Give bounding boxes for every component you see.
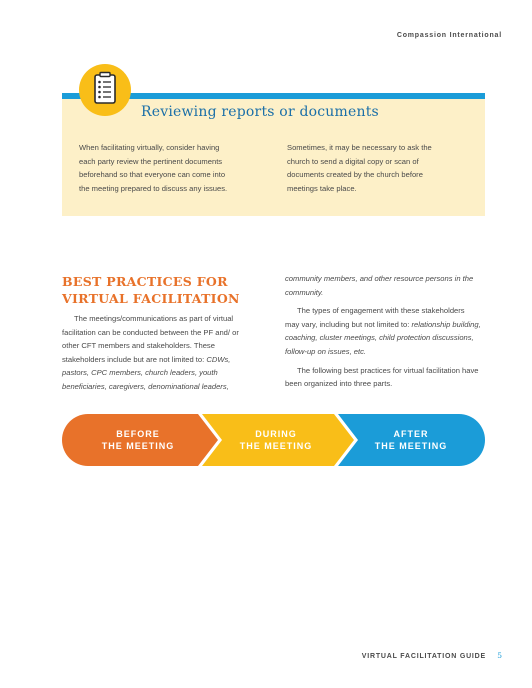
callout-right-line: Sometimes, it may be necessary to ask the: [287, 143, 432, 152]
callout-left-line: beforehand so that everyone can come into: [79, 170, 226, 179]
heading-line: VIRTUAL FACILITATION: [62, 291, 240, 306]
body-column-left: [62, 312, 258, 399]
paragraph: [285, 304, 481, 358]
callout-title: Reviewing reports or documents: [141, 104, 379, 120]
phase-line: THE MEETING: [239, 441, 313, 451]
phase-line: BEFORE: [116, 429, 160, 439]
callout-right-line: church to send a digital copy or scan of: [287, 156, 419, 166]
paragraph-italic: relationship building, coaching, cluster meetings, child protection discussions, follow-up on issues, etc.: [285, 319, 481, 356]
callout-right-text: [287, 141, 462, 195]
paragraph-italic: community members, and other resource persons in the community.: [285, 274, 474, 297]
callout-left-text: [79, 141, 254, 195]
paragraph: The following best practices for virtual facilitation have been organized into three parts.: [285, 365, 479, 389]
phase-line: AFTER: [393, 429, 429, 439]
paragraph: [62, 312, 258, 394]
callout-left-line: When facilitating virtually, consider having: [79, 143, 220, 152]
paragraph-text: The meetings/communications as part of virtual facilitation can be conducted between the PF and/ or other CFT members and stakeholders. These stakeholders include but are not limited to:: [62, 314, 239, 364]
paragraph: [285, 272, 481, 299]
paragraph-text: The types of engagement with these stakeholders may vary, including but not limited to:: [285, 306, 465, 329]
heading-line: BEST PRACTICES FOR: [62, 274, 228, 289]
callout-left-line: the meeting prepared to discuss any issues.: [79, 183, 228, 193]
footer-guide-title: VIRTUAL FACILITATION GUIDE: [361, 653, 486, 660]
phase-label-during: [206, 428, 346, 452]
callout-left-line: each party review the pertinent documents: [79, 156, 223, 166]
callout-right-line: documents created by the church before: [287, 170, 423, 179]
checklist-icon: [79, 64, 131, 116]
best-practices-heading: [62, 273, 240, 307]
header-organization: Compassion International: [396, 32, 502, 39]
body-column-right: [285, 272, 481, 396]
page-number: 5: [497, 651, 502, 660]
phase-line: THE MEETING: [374, 441, 448, 451]
phase-label-after: [341, 428, 481, 452]
phase-line: THE MEETING: [101, 441, 175, 451]
phase-label-before: [68, 428, 208, 452]
paragraph-italic: CDWs, pastors, CPC members, church leaders, youth beneficiaries, caregivers, denominational leaders,: [62, 354, 231, 391]
callout-right-line: meetings take place.: [287, 183, 357, 193]
phase-line: DURING: [255, 429, 297, 439]
